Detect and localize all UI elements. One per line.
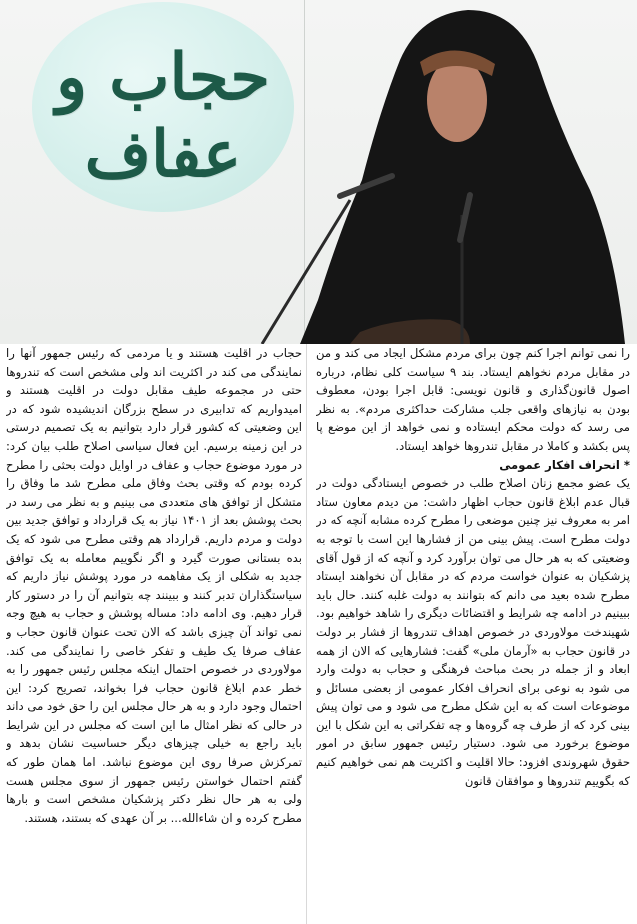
article-subheading: * انحراف افکار عمومی	[499, 457, 630, 472]
column-rule	[306, 344, 307, 924]
article-column-right	[316, 344, 630, 924]
article-photo	[0, 0, 637, 344]
article-paragraph: حجاب در اقلیت هستند و یا مردمی که رئیس جمهور آنها را نمایندگی می کند در اکثریت اند ولی مشخص است که تندروها حتی در مجموعه طیف مقابل دولت در اقلیت هستند و امیدواریم که تدابیری در سطح بزرگان اندیشیده شود که در این وضعیتی که کشور قرار دارد بتوانیم به یک تصمیم درستی در این زمینه برسیم. این فعال سیاسی اصلاح طلب بیان کرد: در مورد موضوع حجاب و عفاف در اوایل دولت بحثی را مطرح کرده بودم که وقتی بحث وفاق ملی مطرح شد ما وفاق را متشکل از توافق های متعددی می بینیم و به نظر می رسد در بحث پوشش بعد از ۱۴۰۱ نیاز به یک قرارداد و توافق جدید بین دولت و مردم داریم. قرارداد هم وقتی مطرح می شود که یک بده بستانی صورت گیرد و اگر نگوییم معامله به یک توافق جدید به شکلی از یک مفاهمه در مورد پوشش نیاز داریم که سیاستگذاران تدبر کنند و ببینند چه بتوانیم آن را در دستور کار قرار دهیم. وی ادامه داد: مساله پوشش و حجاب به هیچ وجه نمی تواند آن چیزی باشد که الان تحت عنوان قانون حجاب و عفاف صرفا یک طیف و تفکر خاصی را نمایندگی می کند. مولاوردی در خصوص احتمال اینکه مجلس رئیس جمهور را به خطر عدم ابلاغ قانون حجاب فرا بخواند، تصریح کرد: این احتمال وجود دارد و به هر حال مجلس این را حق خود می داند در حالی که نظر امثال ما این است که مجلس در این شرایط باید راجع به خیلی چیزهای دیگر حساسیت نشان بدهد و تمرکزش صرفا روی این موضوع نباشد. اما همان طور که گفتم احتمال خواستن رئیس جمهور از سوی مجلس هست ولی به هر حال نظر دکتر پزشکیان مشخص است و بارها مطرح کرده و ان شاءالله... بر آن عهدی که بستند، هستند.	[6, 346, 302, 825]
article-column-left	[6, 344, 302, 924]
emblem-title: حجاب و عفاف	[56, 40, 270, 192]
article-paragraph: یک عضو مجمع زنان اصلاح طلب در خصوص ایستادگی دولت در قبال عدم ابلاغ قانون حجاب اظهار داشت: من دیدم معاون ستاد امر به معروف نیز چنین موضعی را مطرح کرده مشابه آنچه که در دولت مطرح است. پیش بینی من از فشارها این است با توجه به وضعیتی که به هر حال می توان برآورد کرد و آنچه که از قول آقای پزشکیان به عنوان خواست مردم که در مقابل آن نخواهند ایستاد مطرح شده بعید می دانم که بتوانند به دولت غلبه کنند. حال باید ببینیم در ادامه چه شرایط و اقتضائات دیگری را شاهد خواهیم بود. شهیندخت مولاوردی در خصوص اهداف تندروها از فشار بر دولت در قانون حجاب به «آرمان ملی» گفت: فشارهایی که الان از همه ابعاد و از جمله در بحث مباحث فرهنگی و حجاب به دولت وارد می شود به نوعی برای انحراف افکار عمومی از بعضی مسائل و موضوعات است که به این شکل مطرح می شود و می توان پیش بینی کرد که از طرف چه گروه‌ها و چه تفکراتی به این شکل با این موضوع برخورد می شود. دستیار رئیس جمهور سابق در امور حقوق شهروندی افزود: حالا اقلیت و اکثریت هم نمی خواهیم کنیم که بگوییم تندروها و موافقان قانون	[316, 476, 630, 788]
speaker-figure	[0, 0, 637, 344]
article-paragraph: را نمی توانم اجرا کنم چون برای مردم مشکل ایجاد می کند و من در مقابل مردم نخواهم ایستاد. بند ۹ سیاست کلی نظام، درباره اصول قانون‌گذاری و قانون نویسی: قابل اجرا بودن، معطوف بودن به نیازهای واقعی جلب مشارکت حداکثری مردم». به نظر می رسد که دولت محکم ایستاده و نمی خواهد از این موضع پا پس بکشد و کاملا در مقابل تندروها خواهد ایستاد.	[316, 346, 630, 453]
